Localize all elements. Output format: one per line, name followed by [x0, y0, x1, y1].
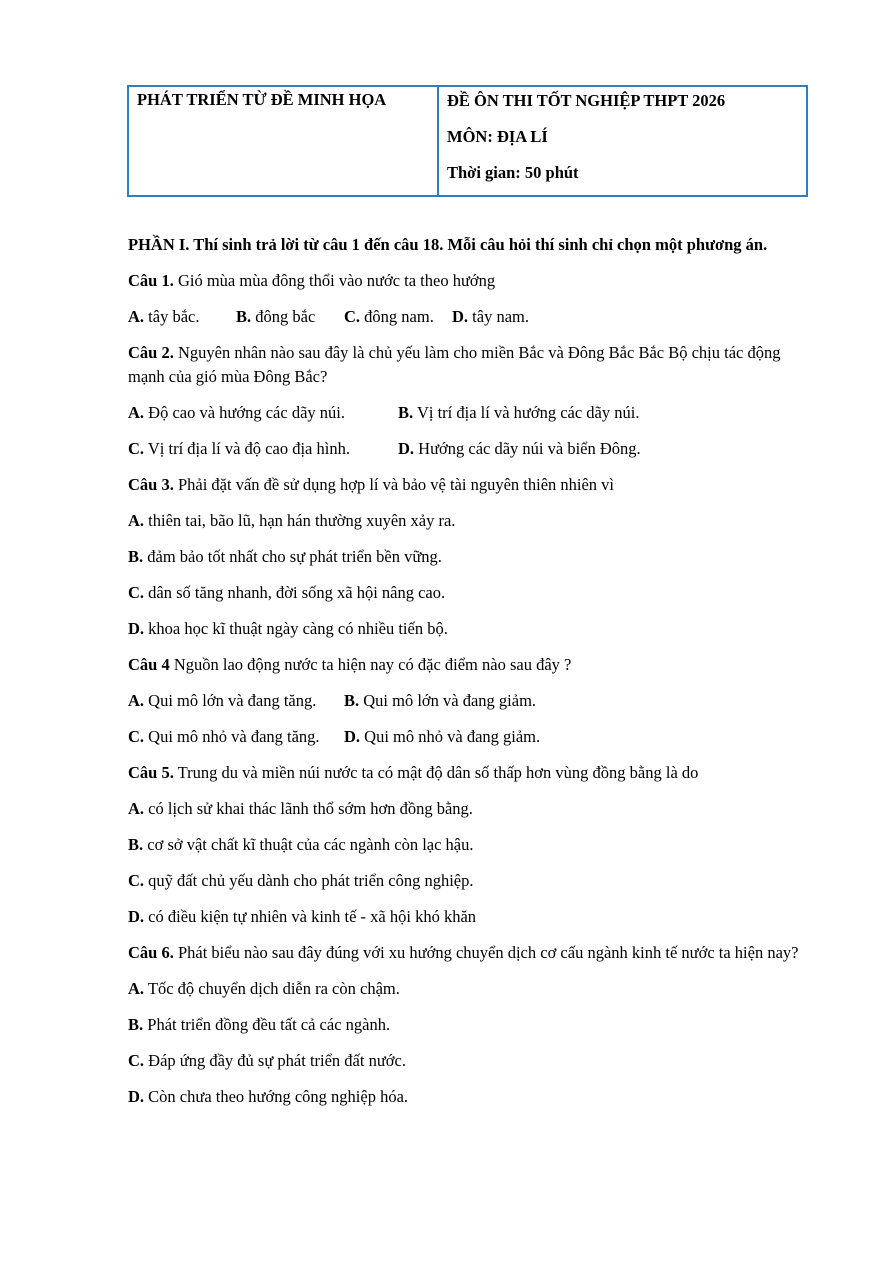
- text-segment: tây nam.: [468, 307, 529, 326]
- text-segment: D.: [452, 307, 469, 326]
- option-c: [128, 437, 398, 461]
- option-c: [128, 869, 808, 893]
- header-exam-info: [439, 87, 806, 195]
- exam-header-box: [127, 85, 808, 197]
- option-a: [128, 305, 236, 329]
- text-segment: có điều kiện tự nhiên và kinh tế - xã hội khó khăn: [144, 907, 477, 926]
- option-c: [128, 581, 808, 605]
- text-segment: C.: [128, 439, 145, 458]
- option-a: [128, 401, 398, 425]
- text-segment: tây bắc.: [144, 307, 200, 326]
- text-segment: Vị trí địa lí và độ cao địa hình.: [144, 439, 350, 458]
- text-segment: B.: [398, 403, 414, 422]
- option-d: [344, 725, 540, 749]
- text-segment: C.: [128, 1051, 145, 1070]
- text-segment: Qui mô nhỏ và đang giảm.: [360, 727, 541, 746]
- text-segment: C.: [344, 307, 361, 326]
- option-c: [128, 1049, 808, 1073]
- text-segment: B.: [344, 691, 360, 710]
- option-d: [398, 437, 641, 461]
- question-5: [128, 761, 808, 785]
- option-b: [128, 833, 808, 857]
- text-segment: D.: [398, 439, 415, 458]
- option-a: [128, 977, 808, 1001]
- option-b: [398, 401, 639, 425]
- option-a: [128, 509, 808, 533]
- text-segment: Vị trí địa lí và hướng các dãy núi.: [413, 403, 640, 422]
- text-segment: Tốc độ chuyển dịch diễn ra còn chậm.: [144, 979, 400, 998]
- exam-subject: MÔN: ĐỊA LÍ: [447, 127, 548, 146]
- text-segment: quỹ đất chủ yếu dành cho phát triển công nghiệp.: [144, 871, 474, 890]
- option-b: [236, 305, 344, 329]
- option-b: [344, 689, 536, 713]
- text-segment: A.: [128, 691, 145, 710]
- question-2: [128, 341, 808, 389]
- option-c: [344, 305, 452, 329]
- text-segment: B.: [236, 307, 252, 326]
- text-segment: A.: [128, 403, 145, 422]
- text-segment: PHẦN I.: [128, 235, 190, 254]
- text-segment: D.: [128, 1087, 145, 1106]
- text-segment: thiên tai, bão lũ, hạn hán thường xuyên xảy ra.: [144, 511, 456, 530]
- question-1-options: [128, 305, 808, 329]
- text-segment: khoa học kĩ thuật ngày càng có nhiều tiến bộ.: [144, 619, 448, 638]
- text-segment: B.: [128, 1015, 144, 1034]
- text-segment: Phát biểu nào sau đây đúng với xu hướng chuyển dịch cơ cấu ngành kinh tế nước ta hiện nay?: [173, 943, 799, 962]
- question-4-options-cd: [128, 725, 808, 749]
- part-instruction: [128, 233, 808, 257]
- text-segment: Câu 5.: [128, 763, 174, 782]
- text-segment: A.: [128, 307, 145, 326]
- text-segment: A.: [128, 511, 145, 530]
- option-c: [128, 725, 344, 749]
- exam-time: Thời gian: 50 phút: [447, 163, 579, 182]
- text-segment: B.: [128, 547, 144, 566]
- text-segment: Đáp ứng đầy đủ sự phát triển đất nước.: [144, 1051, 406, 1070]
- text-segment: đông bắc: [251, 307, 316, 326]
- option-d: [128, 1085, 808, 1109]
- option-d: [128, 617, 808, 641]
- text-segment: Nguồn lao động nước ta hiện nay có đặc điểm nào sau đây ?: [169, 655, 572, 674]
- text-segment: dân số tăng nhanh, đời sống xã hội nâng cao.: [144, 583, 446, 602]
- text-segment: Câu 4: [128, 655, 170, 674]
- text-segment: A.: [128, 979, 145, 998]
- text-segment: đảm bảo tốt nhất cho sự phát triển bền vững.: [143, 547, 442, 566]
- exam-content: [128, 233, 808, 1121]
- text-segment: C.: [128, 871, 145, 890]
- text-segment: Còn chưa theo hướng công nghiệp hóa.: [144, 1087, 409, 1106]
- text-segment: Nguyên nhân nào sau đây là chủ yếu làm cho miền Bắc và Đông Bắc Bắc Bộ chịu tác động mạnh của gió mùa Đông Bắc?: [128, 343, 781, 386]
- text-segment: có lịch sử khai thác lãnh thổ sớm hơn đồng bằng.: [144, 799, 473, 818]
- text-segment: D.: [128, 619, 145, 638]
- text-segment: Phải đặt vấn đề sử dụng hợp lí và bảo vệ tài nguyên thiên nhiên vì: [173, 475, 615, 494]
- question-2-options-cd: [128, 437, 808, 461]
- text-segment: Gió mùa mùa đông thổi vào nước ta theo hướng: [173, 271, 496, 290]
- question-4: [128, 653, 808, 677]
- question-1: [128, 269, 808, 293]
- option-a: [128, 689, 344, 713]
- text-segment: D.: [128, 907, 145, 926]
- text-segment: C.: [128, 727, 145, 746]
- text-segment: Hướng các dãy núi và biển Đông.: [414, 439, 641, 458]
- text-segment: Phát triển đồng đều tất cả các ngành.: [143, 1015, 391, 1034]
- text-segment: Câu 1.: [128, 271, 174, 290]
- text-segment: Trung du và miền núi nước ta có mật độ dân số thấp hơn vùng đồng bằng là do: [173, 763, 699, 782]
- text-segment: Độ cao và hướng các dãy núi.: [144, 403, 345, 422]
- option-b: [128, 545, 808, 569]
- text-segment: Thí sinh trả lời từ câu 1 đến câu 18. Mỗi câu hỏi thí sinh chỉ chọn một phương án.: [189, 235, 768, 254]
- question-4-options-ab: [128, 689, 808, 713]
- option-d: [452, 305, 529, 329]
- text-segment: Câu 6.: [128, 943, 174, 962]
- text-segment: Qui mô lớn và đang giảm.: [359, 691, 537, 710]
- option-d: [128, 905, 808, 929]
- exam-title: ĐỀ ÔN THI TỐT NGHIỆP THPT 2026: [447, 91, 726, 110]
- text-segment: cơ sở vật chất kĩ thuật của các ngành còn lạc hậu.: [143, 835, 474, 854]
- text-segment: Câu 2.: [128, 343, 174, 362]
- text-segment: đông nam.: [360, 307, 434, 326]
- option-b: [128, 1013, 808, 1037]
- header-origin: PHÁT TRIỂN TỪ ĐỀ MINH HỌA: [129, 87, 439, 195]
- text-segment: Qui mô lớn và đang tăng.: [144, 691, 317, 710]
- question-3: [128, 473, 808, 497]
- text-segment: C.: [128, 583, 145, 602]
- question-2-options-ab: [128, 401, 808, 425]
- text-segment: Qui mô nhỏ và đang tăng.: [144, 727, 320, 746]
- text-segment: Câu 3.: [128, 475, 174, 494]
- question-6: [128, 941, 808, 965]
- text-segment: B.: [128, 835, 144, 854]
- text-segment: A.: [128, 799, 145, 818]
- option-a: [128, 797, 808, 821]
- text-segment: D.: [344, 727, 361, 746]
